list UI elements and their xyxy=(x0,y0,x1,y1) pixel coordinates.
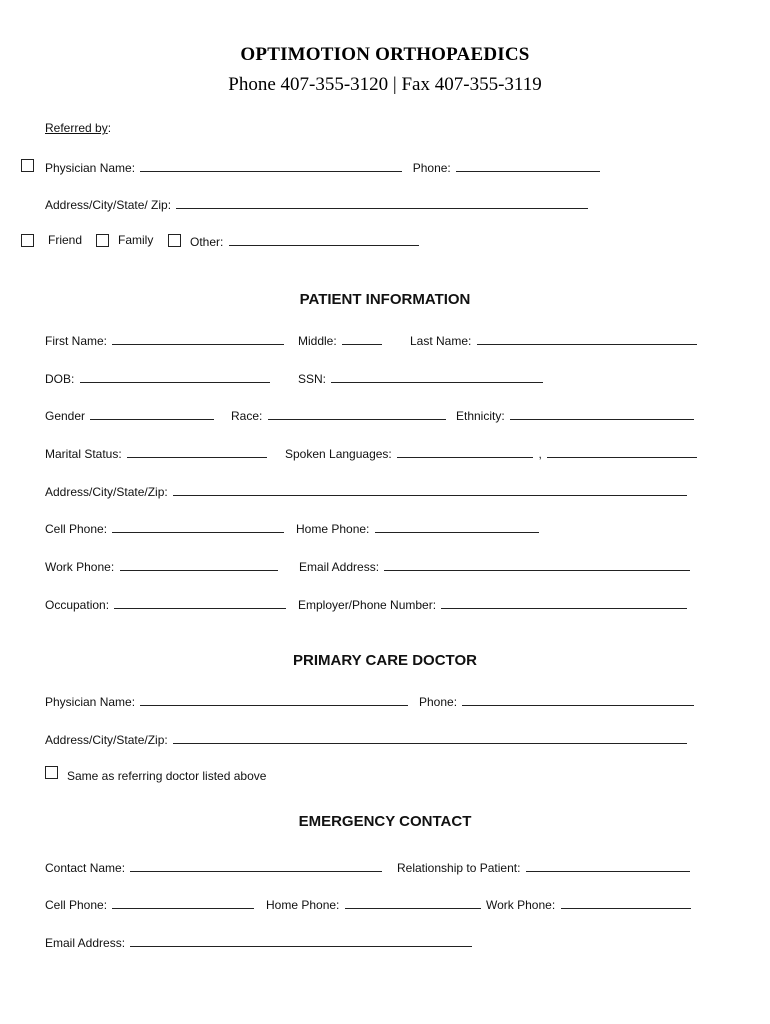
gender-field[interactable] xyxy=(90,407,214,420)
occupation-field[interactable] xyxy=(114,596,286,609)
same-as-referring-label: Same as referring doctor listed above xyxy=(67,769,267,783)
pcp-physician-row xyxy=(45,693,410,709)
family-checkbox[interactable] xyxy=(96,234,109,247)
marital-status-field[interactable] xyxy=(127,445,267,458)
cell-phone-label: Cell Phone: xyxy=(45,522,108,536)
language-separator: , xyxy=(538,447,542,461)
employer-row xyxy=(298,596,689,612)
primary-care-doctor-title: PRIMARY CARE DOCTOR xyxy=(293,652,477,669)
cell-phone-row xyxy=(45,520,286,536)
last-name-row xyxy=(410,332,699,348)
practice-contact: Phone 407-355-3120 | Fax 407-355-3119 xyxy=(228,74,542,95)
middle-field[interactable] xyxy=(342,332,382,345)
emergency-cell-row xyxy=(45,896,256,912)
spoken-languages-row xyxy=(285,445,699,461)
referred-by-heading xyxy=(45,121,111,135)
work-phone-field[interactable] xyxy=(120,558,278,571)
other-checkbox[interactable] xyxy=(168,234,181,247)
relationship-field[interactable] xyxy=(526,859,690,872)
referral-physician-row xyxy=(45,159,602,175)
ssn-label: SSN: xyxy=(298,372,327,386)
emergency-email-row xyxy=(45,934,474,950)
ethnicity-row xyxy=(456,407,696,423)
pcp-address-label: Address/City/State/Zip: xyxy=(45,733,168,747)
email-row xyxy=(299,558,692,574)
emergency-cell-field[interactable] xyxy=(112,896,254,909)
occupation-label: Occupation: xyxy=(45,598,110,612)
language-1-field[interactable] xyxy=(397,445,533,458)
employer-label: Employer/Phone Number: xyxy=(298,598,437,612)
pcp-phone-field[interactable] xyxy=(462,693,694,706)
last-name-field[interactable] xyxy=(477,332,697,345)
last-name-label: Last Name: xyxy=(410,334,472,348)
emergency-home-row xyxy=(266,896,483,912)
pcp-phone-label: Phone: xyxy=(419,695,458,709)
referral-address-row xyxy=(45,196,590,212)
referral-phone-field[interactable] xyxy=(456,159,600,172)
email-label: Email Address: xyxy=(299,560,380,574)
work-phone-row xyxy=(45,558,280,574)
other-field[interactable] xyxy=(229,233,419,246)
referral-physician-field[interactable] xyxy=(140,159,402,172)
ethnicity-field[interactable] xyxy=(510,407,694,420)
emergency-email-label: Email Address: xyxy=(45,936,126,950)
patient-address-label: Address/City/State/Zip: xyxy=(45,485,168,499)
emergency-home-label: Home Phone: xyxy=(266,898,340,912)
ssn-field[interactable] xyxy=(331,370,543,383)
work-phone-label: Work Phone: xyxy=(45,560,115,574)
practice-name: OPTIMOTION ORTHOPAEDICS xyxy=(240,44,530,65)
patient-information-title: PATIENT INFORMATION xyxy=(299,291,471,308)
referral-address-field[interactable] xyxy=(176,196,588,209)
pcp-phone-row xyxy=(419,693,696,709)
referral-physician-label: Physician Name: xyxy=(45,161,136,175)
contact-name-label: Contact Name: xyxy=(45,861,126,875)
emergency-work-field[interactable] xyxy=(561,896,691,909)
emergency-work-label: Work Phone: xyxy=(486,898,556,912)
patient-address-row xyxy=(45,483,689,499)
home-phone-label: Home Phone: xyxy=(296,522,370,536)
emergency-work-row xyxy=(486,896,693,912)
home-phone-field[interactable] xyxy=(375,520,539,533)
referred-by-title: Referred by xyxy=(45,121,108,135)
home-phone-row xyxy=(296,520,541,536)
patient-address-field[interactable] xyxy=(173,483,687,496)
ssn-row xyxy=(298,370,545,386)
marital-status-label: Marital Status: xyxy=(45,447,122,461)
family-label: Family xyxy=(118,233,154,247)
friend-label: Friend xyxy=(48,233,83,247)
dob-row xyxy=(45,370,272,386)
relationship-label: Relationship to Patient: xyxy=(397,861,521,875)
race-row xyxy=(231,407,448,423)
emergency-home-field[interactable] xyxy=(345,896,481,909)
first-name-row xyxy=(45,332,286,348)
pcp-address-field[interactable] xyxy=(173,731,687,744)
cell-phone-field[interactable] xyxy=(112,520,284,533)
emergency-cell-label: Cell Phone: xyxy=(45,898,108,912)
pcp-physician-label: Physician Name: xyxy=(45,695,136,709)
dob-field[interactable] xyxy=(80,370,270,383)
other-label: Other: xyxy=(190,235,224,249)
friend-checkbox[interactable] xyxy=(21,234,34,247)
marital-status-row xyxy=(45,445,269,461)
other-row xyxy=(190,233,421,249)
referral-phone-label: Phone: xyxy=(412,161,451,175)
pcp-physician-field[interactable] xyxy=(140,693,408,706)
language-2-field[interactable] xyxy=(547,445,697,458)
emergency-email-field[interactable] xyxy=(130,934,472,947)
referral-address-label: Address/City/State/ Zip: xyxy=(45,198,172,212)
first-name-label: First Name: xyxy=(45,334,108,348)
dob-label: DOB: xyxy=(45,372,75,386)
relationship-row xyxy=(397,859,692,875)
middle-row xyxy=(298,332,384,348)
gender-row xyxy=(45,407,216,423)
emergency-contact-title: EMERGENCY CONTACT xyxy=(298,813,472,830)
pcp-address-row xyxy=(45,731,689,747)
spoken-languages-label: Spoken Languages: xyxy=(285,447,392,461)
email-field[interactable] xyxy=(384,558,690,571)
first-name-field[interactable] xyxy=(112,332,284,345)
occupation-row xyxy=(45,596,288,612)
gender-label: Gender xyxy=(45,409,86,423)
contact-name-row xyxy=(45,859,384,875)
employer-field[interactable] xyxy=(441,596,687,609)
ethnicity-label: Ethnicity: xyxy=(456,409,505,423)
race-field[interactable] xyxy=(268,407,446,420)
same-as-referring-checkbox[interactable] xyxy=(45,766,58,779)
referred-by-colon: : xyxy=(107,121,112,135)
contact-name-field[interactable] xyxy=(130,859,382,872)
middle-label: Middle: xyxy=(298,334,337,348)
race-label: Race: xyxy=(231,409,263,423)
physician-referral-checkbox[interactable] xyxy=(21,159,34,172)
